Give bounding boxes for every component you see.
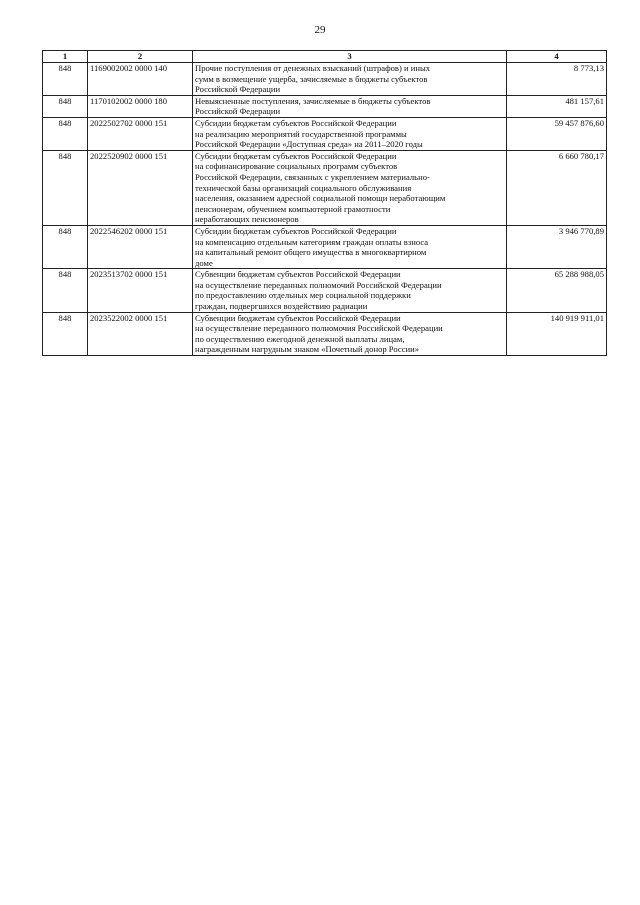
admin-code-cell: 848 — [43, 269, 88, 312]
description-cell — [193, 312, 507, 355]
table-row — [43, 117, 607, 150]
table-row — [43, 269, 607, 312]
description-line: технической базы организаций социального обслуживания — [195, 182, 412, 193]
amount-cell: 65 288 988,05 — [507, 269, 607, 312]
budget-code-cell: 2022502702 0000 151 — [88, 117, 193, 150]
description-cell — [193, 95, 507, 117]
header-cell-3: 3 — [193, 51, 507, 63]
description-line: Российской Федерации, связанных с укреплением материально- — [195, 171, 430, 182]
description-line: Субсидии бюджетам субъектов Российской Федерации — [195, 117, 397, 128]
description-line: по предоставлению отдельных мер социальной поддержки — [195, 290, 411, 301]
budget-code-cell: 2022546202 0000 151 — [88, 225, 193, 268]
budget-code-cell: 1170102002 0000 180 — [88, 95, 193, 117]
table-row — [43, 63, 607, 96]
description-cell — [193, 225, 507, 268]
description-line: Субсидии бюджетам субъектов Российской Федерации — [195, 150, 397, 161]
admin-code-cell: 848 — [43, 117, 88, 150]
admin-code-cell: 848 — [43, 95, 88, 117]
admin-code-cell: 848 — [43, 312, 88, 355]
description-cell — [193, 269, 507, 312]
table-row — [43, 150, 607, 225]
description-line: сумм в возмещение ущерба, зачисляемые в бюджеты субъектов — [195, 73, 428, 84]
table-header — [43, 51, 607, 63]
description-cell — [193, 150, 507, 225]
header-cell-4: 4 — [507, 51, 607, 63]
description-line: Невыясненные поступления, зачисляемые в бюджеты субъектов — [195, 95, 431, 106]
description-line: на осуществление переданных полномочий Российской Федерации — [195, 279, 442, 290]
description-line: Российской Федерации — [195, 106, 281, 117]
description-line: на реализацию мероприятий государственной программы — [195, 128, 407, 139]
header-row — [43, 51, 607, 63]
description-line: Российской Федерации «Доступная среда» на 2011–2020 годы — [195, 139, 423, 150]
description-line: неработающих пенсионеров — [195, 214, 299, 225]
header-cell-2: 2 — [88, 51, 193, 63]
description-cell — [193, 63, 507, 96]
budget-code-cell: 2023522002 0000 151 — [88, 312, 193, 355]
description-line: доме — [195, 257, 213, 268]
amount-cell: 481 157,61 — [507, 95, 607, 117]
description-line: Субвенции бюджетам субъектов Российской Федерации — [195, 312, 401, 323]
budget-code-cell: 2023513702 0000 151 — [88, 269, 193, 312]
description-line: Субвенции бюджетам субъектов Российской Федерации — [195, 269, 401, 280]
amount-cell: 8 773,13 — [507, 63, 607, 96]
description-line: на осуществление переданного полномочия Российской Федерации — [195, 323, 443, 334]
amount-cell: 3 946 770,89 — [507, 225, 607, 268]
description-line: Субсидии бюджетам субъектов Российской Федерации — [195, 225, 397, 236]
description-line: по осуществлению ежегодной денежной выплаты лицам, — [195, 333, 405, 344]
budget-code-cell: 1169002002 0000 140 — [88, 63, 193, 96]
budget-code-cell: 2022520902 0000 151 — [88, 150, 193, 225]
table-row — [43, 225, 607, 268]
description-line: населения, оказанием адресной социальной помощи неработающим — [195, 193, 446, 204]
description-line: награжденным нагрудным знаком «Почетный донор России» — [195, 344, 420, 355]
description-line: Российской Федерации — [195, 84, 281, 95]
header-cell-1: 1 — [43, 51, 88, 63]
description-line: на компенсацию отдельным категориям граждан оплаты взноса — [195, 236, 429, 247]
description-line: на софинансирование социальных программ субъектов — [195, 161, 398, 172]
description-line: пенсионерам, обучением компьютерной грамотности — [195, 203, 391, 214]
amount-cell: 59 457 876,60 — [507, 117, 607, 150]
admin-code-cell: 848 — [43, 225, 88, 268]
description-line: граждан, подвергшихся воздействию радиации — [195, 301, 368, 312]
description-line: Прочие поступления от денежных взысканий (штрафов) и иных — [195, 63, 431, 73]
table-body — [43, 63, 607, 356]
description-line: на капитальный ремонт общего имущества в многоквартирном — [195, 247, 427, 258]
admin-code-cell: 848 — [43, 150, 88, 225]
admin-code-cell: 848 — [43, 63, 88, 96]
description-cell — [193, 117, 507, 150]
table-row — [43, 95, 607, 117]
revenue-table — [42, 50, 607, 356]
table-row — [43, 312, 607, 355]
page-number: 29 — [314, 24, 326, 36]
amount-cell: 6 660 780,17 — [507, 150, 607, 225]
amount-cell: 140 919 911,01 — [507, 312, 607, 355]
